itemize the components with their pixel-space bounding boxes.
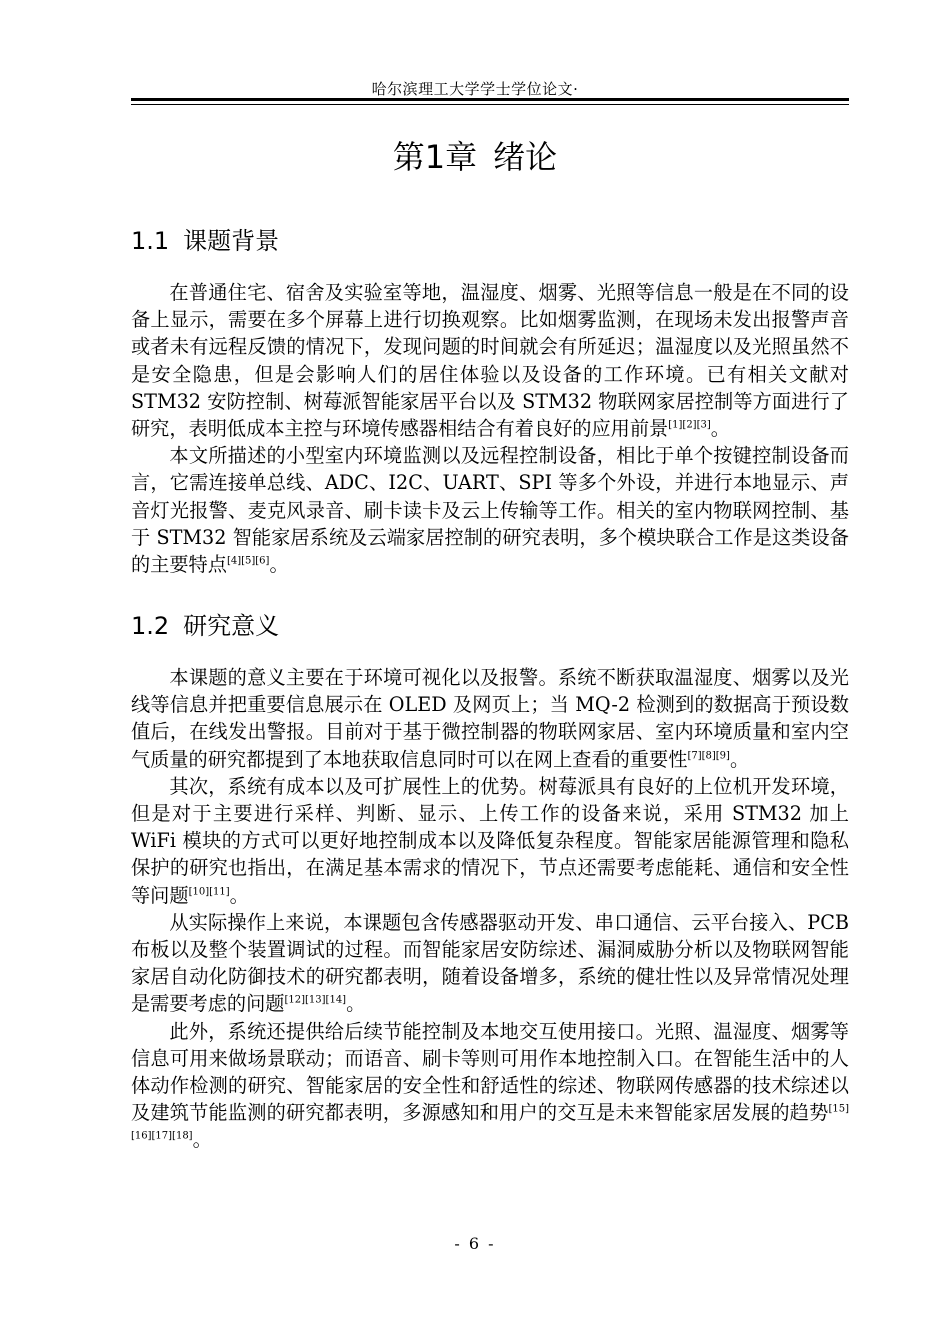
section-heading-1-2 xyxy=(131,606,279,641)
section-body-1-2 xyxy=(131,664,849,1154)
chapter-name: 绪论 xyxy=(493,138,558,176)
paragraph: 本课题的意义主要在于环境可视化以及报警。系统不断获取温湿度、烟雾以及光线等信息并把重要信息展示在 OLED 及网页上；当 MQ-2 检测到的数据高于预设数值后，在线发出警报。目前对于基于微控制器的物联网家居、室内环境质量和室内空气质量的研究都提到了本地获取信息同时可以在网上查看的重要性[7][8][9]。 xyxy=(131,666,849,771)
paragraph: 此外，系统还提供给后续节能控制及本地交互使用接口。光照、温湿度、烟雾等信息可用来做场景联动；而语音、刷卡等则可用作本地控制入口。在智能生活中的人体动作检测的研究、智能家居的安全性和舒适性的综述、物联网传感器的技术综述以及建筑节能监测的研究都表明，多源感知和用户的交互是未来智能家居发展的趋势[15][16][17][18]。 xyxy=(131,1019,849,1152)
running-header: 哈尔滨理工大学学士学位论文· xyxy=(371,80,579,98)
citation: [12][13][14] xyxy=(284,995,347,1007)
citation: [15][16][17][18] xyxy=(131,1103,849,1143)
paragraph: 从实际操作上来说，本课题包含传感器驱动开发、串口通信、云平台接入、PCB 布板以及整个装置调试的过程。而智能家居安防综述、漏洞威胁分析以及物联网智能家居自动化防御技术的研究都表明，随着设备增多，系统的健壮性以及异常情况处理是需要考虑的问题[12][13][14]。 xyxy=(131,910,849,1016)
chapter-title xyxy=(0,132,950,178)
paragraph: 在普通住宅、宿舍及实验室等地，温湿度、烟雾、光照等信息一般是在不同的设备上显示，需要在多个屏幕上进行切换观察。比如烟雾监测，在现场未发出报警声音或者未有远程反馈的情况下，发现问题的时间就会有所延迟；温湿度以及光照虽然不是安全隐患，但是会影响人们的居住体验以及设备的工作环境。已有相关文献对 STM32 安防控制、树莓派智能家居平台以及 STM32 物联网家居控制等方面进行了研究，表明低成本主控与环境传感器相结合有着良好的应用前景[1][2][3]。 xyxy=(131,281,849,441)
citation: [1][2][3] xyxy=(668,419,711,431)
citation: [7][8][9] xyxy=(687,750,730,762)
page-number: - 6 - xyxy=(454,1234,496,1253)
header-rule-thin xyxy=(131,104,849,105)
section-body-1-1 xyxy=(131,279,849,578)
section-heading-1-1 xyxy=(131,221,279,256)
section-title: 课题背景 xyxy=(183,227,280,255)
citation: [10][11] xyxy=(188,886,230,898)
paragraph: 本文所描述的小型室内环境监测以及远程控制设备，相比于单个按键控制设备而言，它需连接单总线、ADC、I2C、UART、SPI 等多个外设，并进行本地显示、声音灯光报警、麦克风录音、刷卡读卡及云上传输等工作。相关的室内物联网控制、基于 STM32 智能家居系统及云端家居控制的研究表明，多个模块联合工作是这类设备的主要特点[4][5][6]。 xyxy=(131,444,849,577)
chapter-label: 第1章 xyxy=(392,138,478,176)
paragraph: 其次，系统有成本以及可扩展性上的优势。树莓派具有良好的上位机开发环境，但是对于主要进行采样、判断、显示、上传工作的设备来说，采用 STM32 加上 WiFi 模块的方式可以更好地控制成本以及降低复杂程度。智能家居能源管理和隐私保护的研究也指出，在满足基本需求的情况下，节点还需要考虑能耗、通信和安全性等问题[10][11]。 xyxy=(131,774,849,907)
section-title: 研究意义 xyxy=(183,612,280,640)
citation: [4][5][6] xyxy=(226,555,270,567)
section-number: 1.1 xyxy=(131,227,170,255)
section-number: 1.2 xyxy=(131,612,170,640)
header-rule-thick xyxy=(131,98,849,101)
